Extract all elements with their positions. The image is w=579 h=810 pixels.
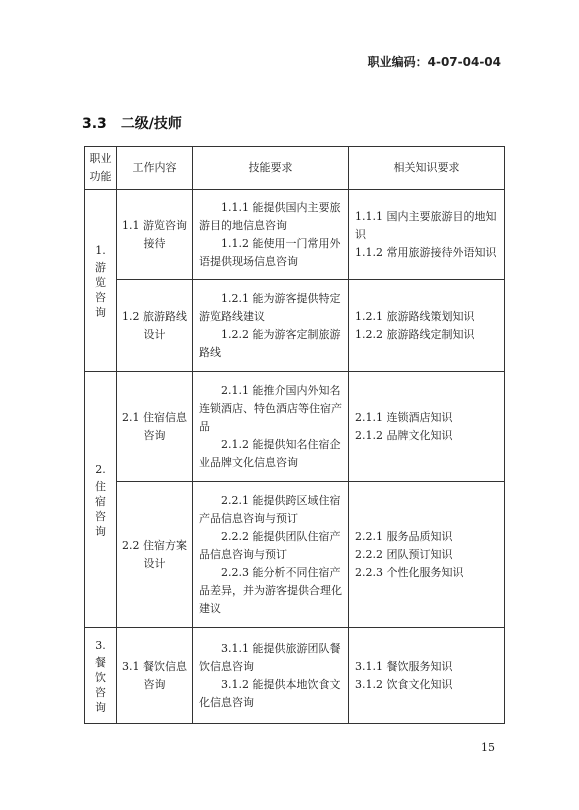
skill-item: 2.2.2 能提供团队住宿产品信息咨询与预订 [199,529,341,561]
knowledge-cell [349,190,505,280]
skill-cell [193,372,349,482]
skill-cell [193,190,349,280]
header-work: 工作内容 [117,147,193,190]
skill-cell [193,482,349,628]
knowledge-item: 1.2.2 旅游路线定制知识 [355,327,475,341]
knowledge-cell [349,280,505,372]
knowledge-item: 2.2.3 个性化服务知识 [355,565,464,579]
header-function: 职业功能 [85,147,117,190]
knowledge-cell [349,628,505,724]
knowledge-item: 2.1.1 连锁酒店知识 [355,410,453,424]
work-cell: 2.1 住宿信息咨询 [117,372,193,482]
skill-item: 1.2.2 能为游客定制旅游路线 [199,327,341,359]
knowledge-cell [349,482,505,628]
knowledge-cell [349,372,505,482]
function-number: 1. [95,243,106,257]
knowledge-item: 1.1.2 常用旅游接待外语知识 [355,245,497,259]
function-cell [85,628,117,724]
section-number: 3.3 [82,116,107,132]
function-name: 住宿咨询 [95,479,106,538]
skills-table [84,146,505,724]
knowledge-item: 2.2.2 团队预订知识 [355,547,453,561]
table-row [85,190,505,280]
table-row [85,628,505,724]
skill-item: 1.1.2 能使用一门常用外语提供现场信息咨询 [199,236,341,268]
function-number: 2. [95,462,106,476]
function-cell [85,190,117,372]
work-cell: 2.2 住宿方案设计 [117,482,193,628]
function-cell [85,372,117,628]
skill-item: 3.1.2 能提供本地饮食文化信息咨询 [199,677,341,709]
table-row [85,280,505,372]
function-name: 游览咨询 [95,260,106,319]
knowledge-item: 2.2.1 服务品质知识 [355,529,453,543]
skill-item: 1.1.1 能提供国内主要旅游目的地信息咨询 [199,200,341,232]
function-name: 餐饮咨询 [95,655,106,714]
work-cell: 3.1 餐饮信息咨询 [117,628,193,724]
table-header-row [85,147,505,190]
knowledge-item: 1.1.1 国内主要旅游目的地知识 [355,209,497,241]
skill-item: 1.2.1 能为游客提供特定游览路线建议 [199,291,341,323]
table-row [85,482,505,628]
skill-cell [193,280,349,372]
skill-item: 2.2.3 能分析不同住宿产品差异，并为游客提供合理化建议 [199,565,342,615]
skill-item: 2.1.1 能推介国内外知名连锁酒店、特色酒店等住宿产品 [199,383,342,433]
skill-item: 2.2.1 能提供跨区域住宿产品信息咨询与预订 [199,493,341,525]
work-cell: 1.2 旅游路线设计 [117,280,193,372]
skill-cell [193,628,349,724]
skill-item: 3.1.1 能提供旅游团队餐饮信息咨询 [199,641,341,673]
section-heading [82,113,182,133]
occupation-code: 职业编码：4-07-04-04 [367,55,501,69]
knowledge-item: 1.2.1 旅游路线策划知识 [355,309,475,323]
header-skill: 技能要求 [193,147,349,190]
page-number: 15 [481,741,495,754]
skill-item: 2.1.2 能提供知名住宿企业品牌文化信息咨询 [199,437,341,469]
header-knowledge: 相关知识要求 [349,147,505,190]
knowledge-item: 3.1.1 餐饮服务知识 [355,659,453,673]
table-row [85,372,505,482]
function-number: 3. [95,638,106,652]
section-title: 二级/技师 [120,116,182,132]
knowledge-item: 2.1.2 品牌文化知识 [355,428,453,442]
knowledge-item: 3.1.2 饮食文化知识 [355,677,453,691]
work-cell: 1.1 游览咨询接待 [117,190,193,280]
